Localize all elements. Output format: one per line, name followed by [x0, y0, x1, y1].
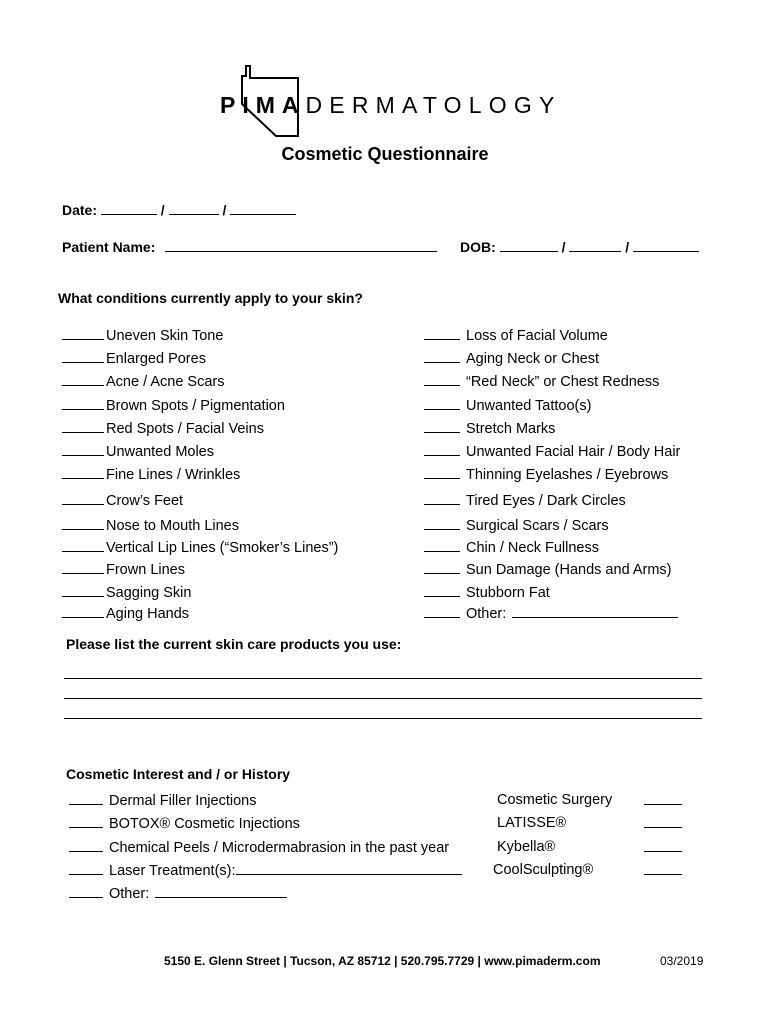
products-line-2[interactable]	[64, 698, 702, 699]
condition-left-item	[62, 517, 239, 534]
interest-left-item	[69, 862, 464, 879]
other-interest-field[interactable]	[155, 885, 287, 898]
interest-right-blank[interactable]	[644, 839, 684, 856]
condition-label: Frown Lines	[106, 562, 185, 578]
condition-label: Unwanted Tattoo(s)	[466, 398, 592, 414]
condition-left-item	[62, 584, 191, 601]
date-day-field[interactable]	[169, 202, 219, 215]
interest-label: Other:	[109, 886, 150, 902]
patient-name-field[interactable]	[165, 239, 437, 252]
conditions-question: What conditions currently apply to your skin?	[58, 290, 363, 306]
products-question: Please list the current skin care products you use:	[66, 636, 402, 652]
condition-right-item	[424, 492, 626, 509]
interest-label: CoolSculpting®	[493, 862, 594, 878]
condition-right-item	[424, 517, 609, 534]
interest-check-blank[interactable]	[644, 839, 682, 852]
date-slash-1: /	[160, 202, 165, 218]
interest-left-item	[69, 815, 300, 832]
condition-label: Acne / Acne Scars	[106, 374, 225, 390]
other-condition-field[interactable]	[512, 605, 678, 618]
condition-check-blank[interactable]	[424, 561, 460, 574]
condition-check-blank[interactable]	[62, 605, 104, 618]
condition-right-item	[424, 327, 608, 344]
dob-slash-1: /	[561, 239, 566, 255]
interest-label: Kybella®	[497, 839, 556, 855]
condition-check-blank[interactable]	[424, 605, 460, 618]
condition-left-item	[62, 605, 189, 622]
interest-right-blank[interactable]	[644, 862, 684, 879]
interest-check-blank[interactable]	[69, 839, 103, 852]
condition-label: Red Spots / Facial Veins	[106, 421, 264, 437]
interest-label: BOTOX® Cosmetic Injections	[109, 816, 300, 832]
condition-label: Stretch Marks	[466, 421, 556, 437]
condition-check-blank[interactable]	[62, 397, 104, 410]
condition-left-item	[62, 539, 338, 556]
logo-bold: PIMA	[220, 92, 306, 118]
date-year-field[interactable]	[230, 202, 296, 215]
laser-treatment-field[interactable]	[236, 862, 462, 875]
patient-name-row	[62, 239, 437, 255]
condition-check-blank[interactable]	[62, 443, 104, 456]
date-month-field[interactable]	[101, 202, 157, 215]
interest-check-blank[interactable]	[69, 792, 103, 805]
condition-check-blank[interactable]	[62, 517, 104, 530]
condition-check-blank[interactable]	[424, 350, 460, 363]
interest-left-item	[69, 792, 256, 809]
condition-label: Brown Spots / Pigmentation	[106, 398, 285, 414]
condition-check-blank[interactable]	[62, 561, 104, 574]
condition-check-blank[interactable]	[424, 539, 460, 552]
condition-left-item	[62, 561, 185, 578]
interest-right-item	[497, 815, 566, 831]
dob-year-field[interactable]	[633, 239, 699, 252]
condition-check-blank[interactable]	[424, 584, 460, 597]
date-slash-2: /	[222, 202, 227, 218]
condition-label: Fine Lines / Wrinkles	[106, 467, 241, 483]
interest-left-item	[69, 839, 449, 856]
condition-label: Crow’s Feet	[106, 493, 184, 509]
condition-left-item	[62, 397, 285, 414]
condition-left-item	[62, 373, 224, 390]
condition-check-blank[interactable]	[62, 584, 104, 597]
interest-check-blank[interactable]	[69, 815, 103, 828]
products-line-3[interactable]	[64, 718, 702, 719]
products-line-1[interactable]	[64, 678, 702, 679]
condition-label: Aging Neck or Chest	[466, 351, 599, 367]
condition-label: Loss of Facial Volume	[466, 328, 608, 344]
condition-check-blank[interactable]	[62, 466, 104, 479]
condition-label: Uneven Skin Tone	[106, 328, 224, 344]
condition-check-blank[interactable]	[62, 492, 104, 505]
condition-right-item	[424, 443, 680, 460]
interest-label: Chemical Peels / Microdermabrasion in the past year	[109, 840, 450, 856]
condition-check-blank[interactable]	[62, 420, 104, 433]
condition-right-item	[424, 561, 672, 578]
logo-light: DERMATOLOGY	[305, 92, 562, 118]
interest-check-blank[interactable]	[644, 815, 682, 828]
condition-label: Enlarged Pores	[106, 351, 206, 367]
interest-label: Dermal Filler Injections	[109, 793, 257, 809]
patient-name-label: Patient Name:	[62, 239, 156, 255]
condition-label: Sun Damage (Hands and Arms)	[466, 562, 672, 578]
condition-right-item	[424, 584, 550, 601]
condition-left-item	[62, 443, 214, 460]
dob-label: DOB:	[460, 239, 496, 255]
interest-right-blank[interactable]	[644, 815, 684, 832]
condition-label: Other:	[466, 606, 507, 622]
condition-right-item	[424, 466, 668, 483]
condition-check-blank[interactable]	[62, 350, 104, 363]
date-label: Date:	[62, 202, 98, 218]
condition-check-blank[interactable]	[424, 327, 460, 340]
interest-check-blank[interactable]	[644, 792, 682, 805]
condition-right-item	[424, 605, 680, 622]
condition-check-blank[interactable]	[424, 420, 460, 433]
condition-label: Unwanted Moles	[106, 444, 214, 460]
condition-right-item	[424, 397, 591, 414]
condition-label: Aging Hands	[106, 606, 190, 622]
date-row	[62, 202, 296, 218]
condition-right-item	[424, 373, 659, 390]
condition-right-item	[424, 420, 555, 437]
condition-label: Surgical Scars / Scars	[466, 518, 609, 534]
condition-check-blank[interactable]	[62, 327, 104, 340]
footer-address: 5150 E. Glenn Street | Tucson, AZ 85712 | 520.795.7729 | www.pimaderm.com	[164, 954, 601, 968]
condition-label: Stubborn Fat	[466, 585, 550, 601]
condition-check-blank[interactable]	[62, 539, 104, 552]
condition-check-blank[interactable]	[424, 466, 460, 479]
dob-row	[460, 239, 699, 255]
condition-label: Thinning Eyelashes / Eyebrows	[466, 467, 669, 483]
condition-label: “Red Neck” or Chest Redness	[466, 374, 660, 390]
dob-month-field[interactable]	[500, 239, 558, 252]
interest-right-blank[interactable]	[644, 792, 684, 809]
dob-day-field[interactable]	[569, 239, 621, 252]
interest-right-item	[497, 839, 555, 855]
interest-check-blank[interactable]	[69, 862, 103, 875]
footer-date: 03/2019	[660, 954, 704, 968]
page-title: Cosmetic Questionnaire	[281, 144, 489, 164]
condition-check-blank[interactable]	[424, 492, 460, 505]
interest-heading: Cosmetic Interest and / or History	[66, 766, 291, 782]
dob-slash-2: /	[625, 239, 630, 255]
condition-label: Vertical Lip Lines (“Smoker’s Lines”)	[106, 540, 339, 556]
interest-label: LATISSE®	[497, 815, 567, 831]
condition-right-item	[424, 539, 599, 556]
condition-label: Unwanted Facial Hair / Body Hair	[466, 444, 681, 460]
condition-left-item	[62, 327, 223, 344]
condition-check-blank[interactable]	[424, 517, 460, 530]
condition-left-item	[62, 492, 183, 509]
logo-wordmark	[220, 92, 562, 119]
condition-left-item	[62, 350, 206, 367]
condition-right-item	[424, 350, 599, 367]
condition-left-item	[62, 420, 264, 437]
condition-check-blank[interactable]	[62, 373, 104, 386]
interest-label: Cosmetic Surgery	[497, 792, 613, 808]
condition-check-blank[interactable]	[424, 397, 460, 410]
condition-left-item	[62, 466, 240, 483]
condition-label: Chin / Neck Fullness	[466, 540, 599, 556]
condition-label: Nose to Mouth Lines	[106, 518, 239, 534]
interest-right-item	[497, 792, 612, 808]
condition-check-blank[interactable]	[424, 373, 460, 386]
condition-label: Tired Eyes / Dark Circles	[466, 493, 626, 509]
condition-label: Sagging Skin	[106, 585, 192, 601]
interest-left-item	[69, 885, 289, 902]
interest-check-blank[interactable]	[644, 862, 682, 875]
condition-check-blank[interactable]	[424, 443, 460, 456]
interest-check-blank[interactable]	[69, 885, 103, 898]
interest-label: Laser Treatment(s):	[109, 863, 236, 879]
interest-right-item	[493, 862, 593, 878]
